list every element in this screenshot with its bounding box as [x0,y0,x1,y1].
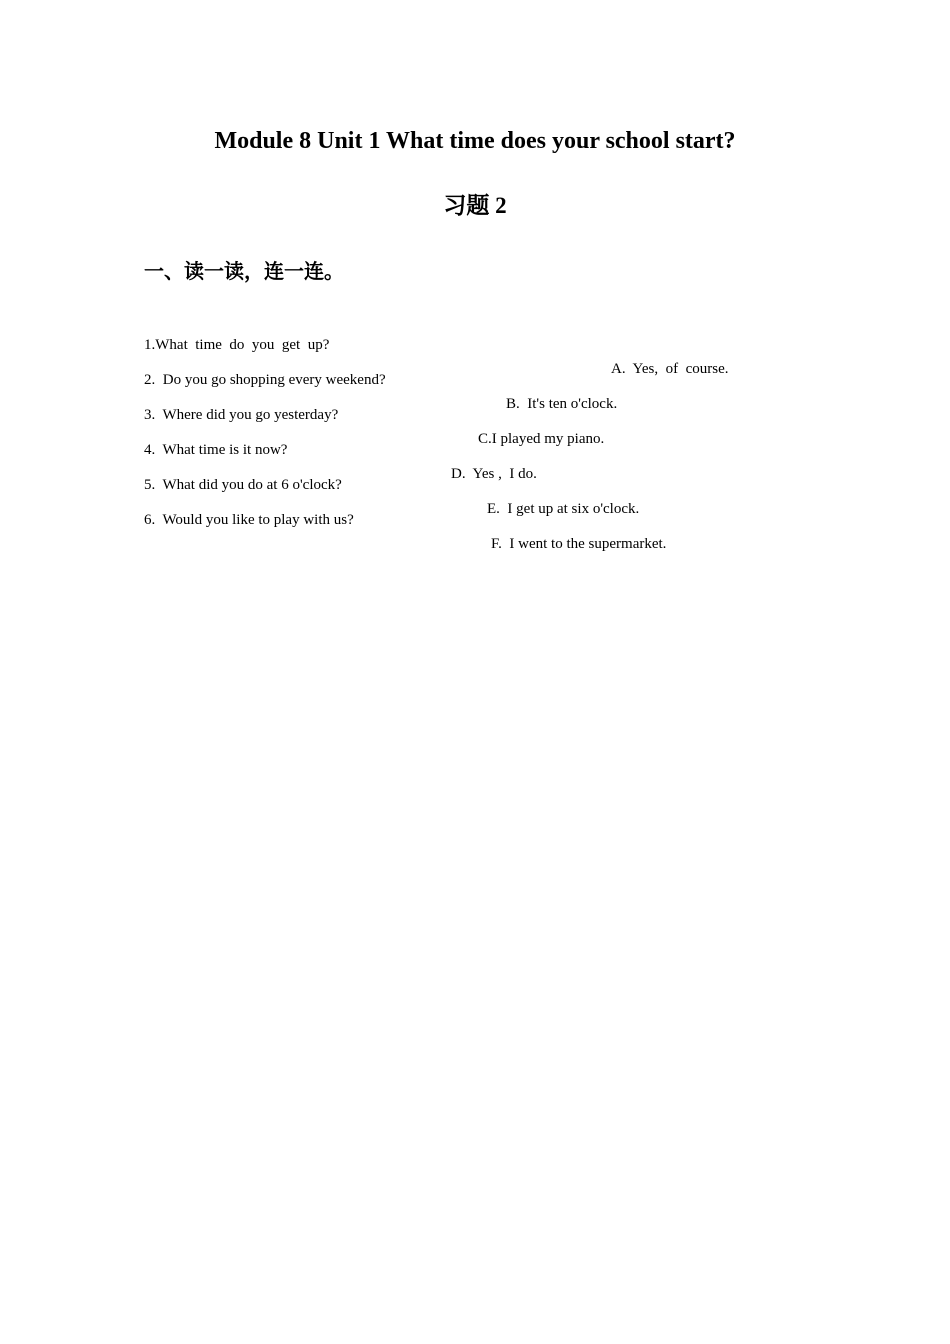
exercise-subtitle: 习题 2 [443,193,507,218]
question-text: 4. What time is it now? [144,442,288,458]
answer-text: D. Yes , I do. [451,466,537,482]
answer-text: C.I played my piano. [478,431,605,447]
answer-text: A. Yes, of course. [611,361,729,377]
question-text: 3. Where did you go yesterday? [144,407,339,423]
question-text: 5. What did you do at 6 o'clock? [144,477,342,493]
question-text: 2. Do you go shopping every weekend? [144,372,386,388]
document-title: Module 8 Unit 1 What time does your school start? [214,128,736,154]
matching-row [0,309,950,377]
answer-text: E. I get up at six o'clock. [487,501,640,517]
answer-text: B. It's ten o'clock. [506,396,618,412]
section-heading: 一、读一读，连一连。 [144,259,344,283]
question-text: 1.What time do you get up? [144,337,330,353]
question-text: 6. Would you like to play with us? [144,512,354,528]
answer-text: F. I went to the supermarket. [491,536,667,552]
